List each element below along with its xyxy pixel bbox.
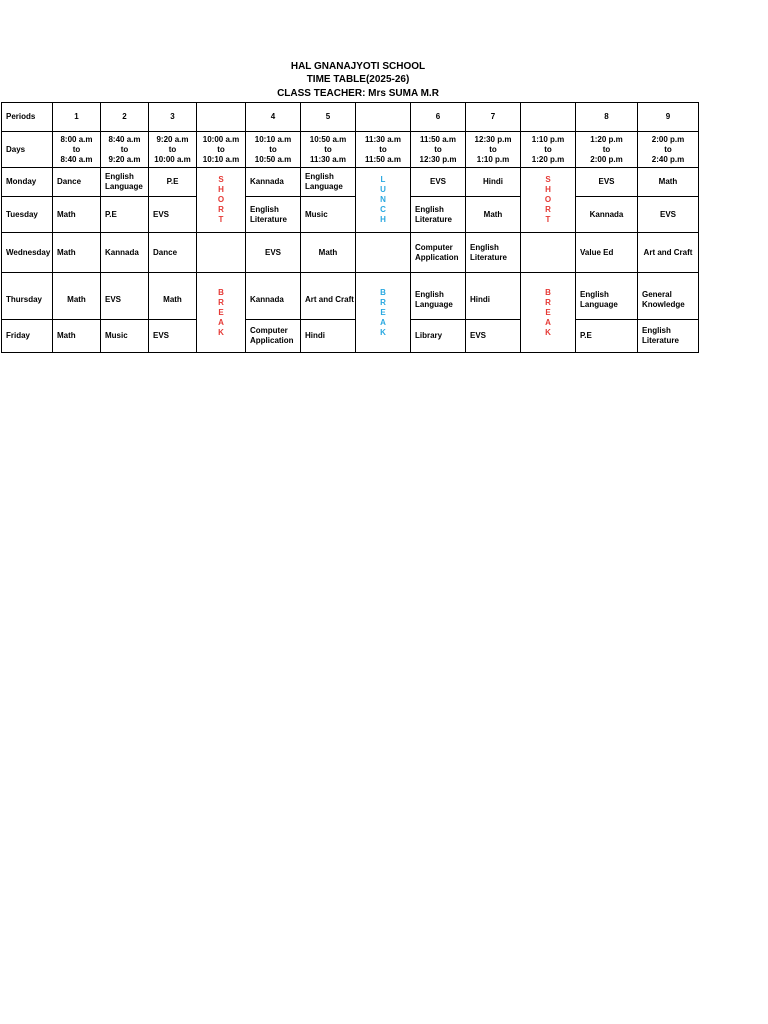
- short-break-cell: [197, 168, 246, 233]
- period-number: [521, 103, 576, 132]
- day-label: Thursday: [2, 273, 53, 320]
- subject-cell: Math: [53, 197, 101, 233]
- break-letter: E: [380, 307, 386, 317]
- break-letter: K: [218, 327, 224, 337]
- subject-cell: EVS: [149, 197, 197, 233]
- subject-cell: P.E: [576, 320, 638, 353]
- day-label: Friday: [2, 320, 53, 353]
- subject-cell: English Literature: [411, 197, 466, 233]
- subject-cell: English Literature: [466, 233, 521, 273]
- subject-cell: Math: [53, 233, 101, 273]
- subject-cell: EVS: [246, 233, 301, 273]
- period-number: 7: [466, 103, 521, 132]
- empty-break-cell: [197, 233, 246, 273]
- break-letter: A: [545, 317, 551, 327]
- vertical-break-label: [521, 288, 575, 338]
- vertical-break-label: [356, 288, 410, 338]
- subject-cell: English Language: [101, 168, 149, 197]
- break-letter: A: [218, 317, 224, 327]
- period-number: 1: [53, 103, 101, 132]
- break-cell: [197, 273, 246, 353]
- break-letter: T: [218, 215, 224, 224]
- break-letter: E: [545, 307, 551, 317]
- subject-cell: Hindi: [466, 273, 521, 320]
- day-row-friday: [2, 320, 699, 353]
- day-label: Wednesday: [2, 233, 53, 273]
- subject-cell: English Language: [576, 273, 638, 320]
- subject-cell: EVS: [576, 168, 638, 197]
- subject-cell: Hindi: [301, 320, 356, 353]
- time-cell: 2:00 p.m to 2:40 p.m: [638, 132, 699, 168]
- subject-cell: Dance: [149, 233, 197, 273]
- subject-cell: Dance: [53, 168, 101, 197]
- break-letter: R: [380, 297, 386, 307]
- subject-cell: EVS: [638, 197, 699, 233]
- period-number: 6: [411, 103, 466, 132]
- subject-cell: Hindi: [466, 168, 521, 197]
- vertical-break-label: [356, 175, 410, 225]
- subject-cell: P.E: [149, 168, 197, 197]
- break-letter: B: [380, 287, 386, 297]
- break-letter: H: [218, 185, 224, 194]
- subject-cell: Math: [53, 273, 101, 320]
- subject-cell: English Language: [411, 273, 466, 320]
- break-letter: R: [218, 297, 224, 307]
- break-letter: L: [380, 175, 386, 184]
- subject-cell: EVS: [466, 320, 521, 353]
- empty-break-cell: [521, 233, 576, 273]
- period-number: 2: [101, 103, 149, 132]
- break-letter: S: [545, 175, 551, 184]
- time-cell: 8:40 a.m to 9:20 a.m: [101, 132, 149, 168]
- subject-cell: P.E: [101, 197, 149, 233]
- subject-cell: Kannada: [246, 273, 301, 320]
- subject-cell: Kannada: [576, 197, 638, 233]
- subject-cell: Music: [301, 197, 356, 233]
- break-letter: E: [218, 307, 224, 317]
- period-number: 8: [576, 103, 638, 132]
- day-row-monday: [2, 168, 699, 197]
- school-name: HAL GNANAJYOTI SCHOOL: [290, 61, 426, 72]
- break-letter: N: [380, 195, 386, 204]
- subject-cell: Music: [101, 320, 149, 353]
- subject-cell: Math: [149, 273, 197, 320]
- break-letter: O: [544, 195, 552, 204]
- subject-cell: Computer Application: [411, 233, 466, 273]
- subject-cell: General Knowledge: [638, 273, 699, 320]
- short-break-cell: [521, 168, 576, 233]
- time-cell: 11:30 a.m to 11:50 a.m: [356, 132, 411, 168]
- subject-cell: Math: [638, 168, 699, 197]
- periods-row: [2, 103, 699, 132]
- period-number: [356, 103, 411, 132]
- subject-cell: EVS: [411, 168, 466, 197]
- subject-cell: Art and Craft: [638, 233, 699, 273]
- vertical-break-label: [197, 175, 245, 225]
- time-cell: 8:00 a.m to 8:40 a.m: [53, 132, 101, 168]
- timetable: [1, 102, 699, 353]
- break-letter: K: [545, 327, 551, 337]
- subject-cell: English Literature: [638, 320, 699, 353]
- vertical-break-label: [521, 175, 575, 225]
- period-number: 5: [301, 103, 356, 132]
- day-row-thursday: [2, 273, 699, 320]
- timetable-title: TIME TABLE(2025-26): [306, 74, 410, 85]
- break-letter: K: [380, 327, 386, 337]
- lunch-break-cell: [356, 168, 411, 233]
- break-cell: [521, 273, 576, 353]
- lunch-break-cell: [356, 273, 411, 353]
- class-teacher: CLASS TEACHER: Mrs SUMA M.R: [277, 88, 439, 99]
- times-row: [2, 132, 699, 168]
- break-letter: U: [380, 185, 386, 194]
- break-letter: R: [545, 205, 551, 214]
- time-cell: 11:50 a.m to 12:30 p.m: [411, 132, 466, 168]
- subject-cell: EVS: [149, 320, 197, 353]
- period-number: [197, 103, 246, 132]
- time-cell: 1:20 p.m to 2:00 p.m: [576, 132, 638, 168]
- break-letter: H: [545, 185, 551, 194]
- subject-cell: Library: [411, 320, 466, 353]
- break-letter: R: [545, 297, 551, 307]
- vertical-break-label: [197, 288, 245, 338]
- days-label: Days: [2, 132, 53, 168]
- day-label: Tuesday: [2, 197, 53, 233]
- break-letter: C: [380, 205, 386, 214]
- subject-cell: Art and Craft: [301, 273, 356, 320]
- break-letter: O: [217, 195, 225, 204]
- break-letter: R: [218, 205, 224, 214]
- subject-cell: Math: [466, 197, 521, 233]
- periods-label: Periods: [2, 103, 53, 132]
- day-row-tuesday: [2, 197, 699, 233]
- subject-cell: EVS: [101, 273, 149, 320]
- time-cell: 10:50 a.m to 11:30 a.m: [301, 132, 356, 168]
- time-cell: 9:20 a.m to 10:00 a.m: [149, 132, 197, 168]
- break-letter: T: [545, 215, 551, 224]
- break-letter: B: [218, 287, 224, 297]
- time-cell: 10:10 a.m to 10:50 a.m: [246, 132, 301, 168]
- subject-cell: Value Ed: [576, 233, 638, 273]
- time-cell: 10:00 a.m to 10:10 a.m: [197, 132, 246, 168]
- time-cell: 12:30 p.m to 1:10 p.m: [466, 132, 521, 168]
- break-letter: B: [545, 287, 551, 297]
- empty-break-cell: [356, 233, 411, 273]
- time-cell: 1:10 p.m to 1:20 p.m: [521, 132, 576, 168]
- period-number: 4: [246, 103, 301, 132]
- subject-cell: Math: [301, 233, 356, 273]
- period-number: 3: [149, 103, 197, 132]
- break-letter: H: [380, 215, 386, 224]
- day-label: Monday: [2, 168, 53, 197]
- subject-cell: Computer Application: [246, 320, 301, 353]
- break-letter: A: [380, 317, 386, 327]
- period-number: 9: [638, 103, 699, 132]
- subject-cell: Kannada: [101, 233, 149, 273]
- subject-cell: Math: [53, 320, 101, 353]
- day-row-wednesday: [2, 233, 699, 273]
- break-letter: S: [218, 175, 224, 184]
- subject-cell: English Literature: [246, 197, 301, 233]
- subject-cell: Kannada: [246, 168, 301, 197]
- subject-cell: English Language: [301, 168, 356, 197]
